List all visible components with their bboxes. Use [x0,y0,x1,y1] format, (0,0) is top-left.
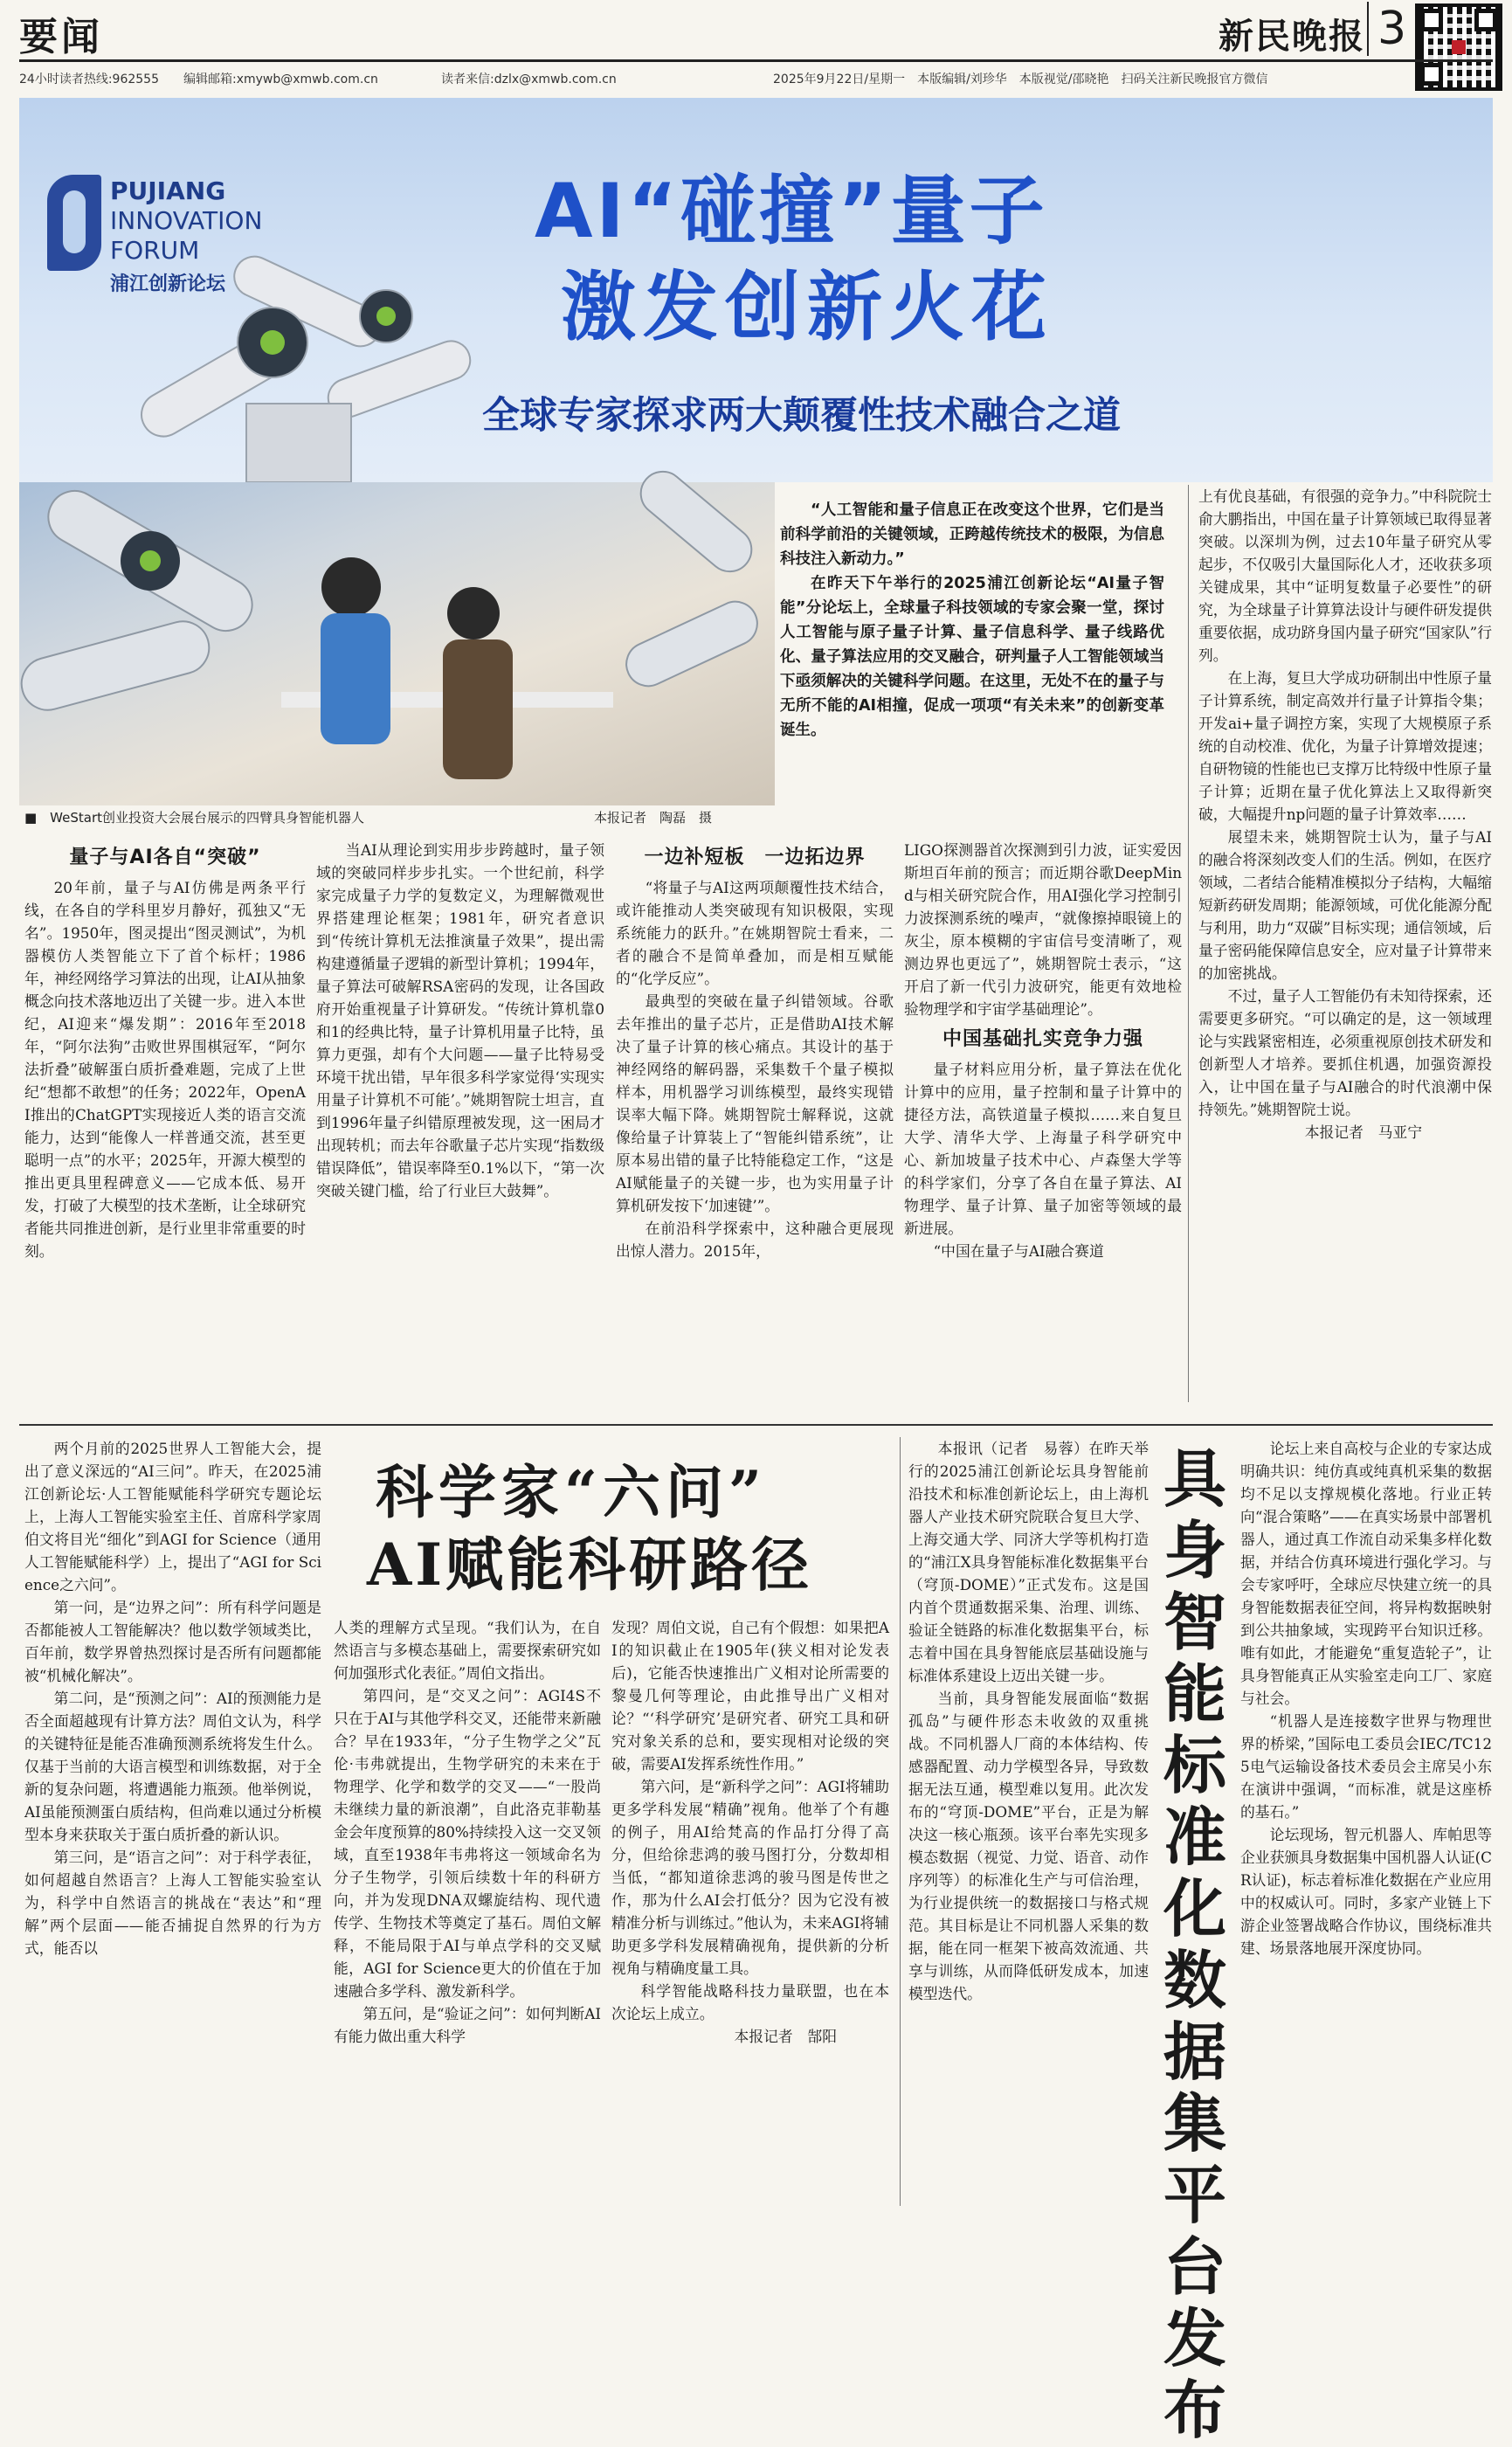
main-headline-line2: 激发创新火花 [561,264,1053,351]
story1-col-a-text: 20年前，量子与AI仿佛是两条平行线，在各自的学科里岁月静好，孤独又“无名”。1950年，图灵提出“图灵测试”，为机器模仿人类智能立下了首个标杆；1986年，神经网络学习算法的出现，让AI从抽象概念向技术落地迈出了关键一步。进入本世纪，AI迎来“爆发期”：2016年至2018年，“阿尔法狗”击败世界围棋冠军，“阿尔法折叠”破解蛋白质折叠难题，完成了上世纪“想都不敢想”的任务；2022年，OpenAI推出的ChatGPT实现接近人类的语言交流能力，达到“能像人一样普通交流，甚至更聪明一点”的水平；2025年，开源大模型的推出更具里程碑意义——它成本低、易开发，打破了大模型的技术垄断，让全球研究者能共同推进创新，是行业里非常重要的时刻。 [24,879,306,1260]
logo-text-innovation: INNOVATION [110,206,263,235]
story2-col3-p1: 发现？周伯文说，自己有个假想：如果把AI的知识截止在1905年(狭义相对论发表后)，它能否快速推出广义相对论所需要的黎曼几何等理论，由此推导出广义相对论？“‘科学研究’是研究者、研究工具和研究对象关系的总和，要实现相对论级的突破，需要AI发挥系统性作用。” [611,1619,889,1773]
main-subheadline: 全球专家探求两大颠覆性技术融合之道 [482,394,1121,438]
photo-caption: ■ WeStart创业投资大会展台展示的四臂具身智能机器人 [24,810,364,826]
story3-col2-p2: “机器人是连接数字世界与物理世界的桥梁，”国际电工委员会IEC/TC125电气运输设备技术委员会主席吴小东在演讲中强调，“而标准，就是这座桥的基石。” [1240,1712,1492,1821]
story1-col-d-p2: 量子材料应用分析，量子算法在优化计算中的应用，量子控制和量子计算中的捷径方法，高铁道量子模拟……来自复旦大学、清华大学、上海量子科学研究中心、新加坡量子技术中心、卢森堡大学等的科学家们，分享了各自在量子算法、AI物理学、量子计算、量子加密等领域的最新进展。 [904,1061,1182,1237]
story1-col-b [316,839,604,1398]
story2-headline-line1: 科学家“六问” [376,1458,767,1526]
photo-credit: 本报记者 陶磊 摄 [594,810,713,826]
logo-text-pujiang: PUJIANG [110,176,226,205]
logo-text-forum: FORUM [110,236,200,265]
feature-banner [19,98,1493,482]
story2-intro: 两个月前的2025世界人工智能大会，提出了意义深远的“AI三问”。昨天，在2025浦江创新论坛·人工智能赋能科学研究专题论坛上，上海人工智能实验室主任、首席科学家周伯文将目光“细化”到AGI for Science（通用人工智能赋能科学）上，提出了“AGI for Science之六问”。 [24,1440,321,1593]
story1-subhead-d: 中国基础扎实竞争力强 [942,1028,1143,1050]
story1-col-c-p2: 最典型的突破在量子纠错领域。谷歌去年推出的量子芯片，正是借助AI技术解决了量子计算的核心痛点。其设计的基于神经网络的解码器，采集数千个量子模拟样本，用机器学习训练模型，最终实现错误率大幅下降。姚期智院士解释说，这就像给量子计算装上了“智能纠错系统”，让原本易出错的量子比特能稳定工作，“这是AI赋能量子的关键一步，也为实用量子计算机研发按下‘加速键’”。 [616,992,894,1214]
story3-col2-p3: 论坛现场，智元机器人、库帕思等企业获颁具身数据集中国机器人认证(CR认证)，标志着标准化数据在产业应用中的权威认可。同时，多家产业链上下游企业签署战略合作协议，围绕标准共建、场景落地展开深度协同。 [1240,1826,1492,1957]
story2-col2-p2: 第四问，是“交叉之问”：AGI4S不只在于AI与其他学科交叉，还能带来新融合？早在1933年，“分子生物学之父”瓦伦·韦弗就提出，生物学研究的未来在于物理学、化学和数学的交叉——“一股尚未继续力量的新浪潮”，自此洛克菲勒基金会年度预算的80%持续投入这一交叉领域，直至1938年韦弗将这一领域命名为分子生物学，引领后续数十年的科研方向，并为发现DNA双螺旋结构、现代遗传学、生物技术等奠定了基石。周伯文解释，不能局限于AI与单点学科的交叉赋能，AGI for Science更大的价值在于加速融合多学科、激发新科学。 [334,1687,601,2000]
story1-subhead-c: 一边补短板 一边拓边界 [644,847,866,868]
story3-col2 [1240,1437,1492,2206]
story2-col3-p2: 第六问，是“新科学之问”：AGI将辅助更多学科发展“精确”视角。他举了个有趣的例子，用AI给梵高的作品打分得了高分，但给徐悲鸿的骏马图打分，分数却相当低，“都知道徐悲鸿的骏马图是传世之作，那为什么AI会打低分？因为它没有被精准分析与训练过。”他认为，未来AGI将辅助更多学科发展精确视角，提供新的分析视角与精确度量工具。 [611,1778,889,1977]
story2-col3 [611,1616,889,2210]
story2-col2-p1: 人类的理解方式呈现。“我们认为，在自然语言与多模态基础上，需要探索研究如何加强形式化表征。”周伯文指出。 [334,1619,601,1682]
news-photo [19,482,775,805]
story1-col-b-text: 当AI从理论到实用步步跨越时，量子领域的突破同样步步扎实。一个世纪前，科学家完成量子力学的复数定义，为理解微观世界搭建理论框架；1981年，研究者意识到“传统计算机无法推演量子效果”，提出需构建遵循量子逻辑的新型计算机；1994年，量子算法可破解RSA密码的发现，让各国政府开始重视量子计算研发。“传统计算机靠0和1的经典比特，量子计算机用量子比特，虽算力更强，却有个大问题——量子比特易受环境干扰出错，早年很多科学家觉得‘实现实用量子计算机不可能’。”姚期智院士坦言，直到1996年量子纠错原理被发现，这一困局才出现转机；而去年谷歌量子芯片实现“指数级错误降低”，错误率降至0.1%以下，“第一次突破关键门槛，给了行业巨大鼓舞”。 [316,841,604,1199]
section-divider [19,1424,1493,1426]
story1-col-d-p1: LIGO探测器首次探测到引力波，证实爱因斯坦百年前的预言；而近期谷歌DeepMind与相关研究院合作，用AI强化学习控制引力波探测系统的噪声，“就像擦掉眼镜上的灰尘，原本模糊的宇宙信号变清晰了，观测边界也更远了”，姚期智院士表示，“这开启了新一代引力波研究，能更有效地检验物理学和宇宙学基础理论”。 [904,841,1182,1018]
story2-byline: 本报记者 郜阳 [734,2028,837,2045]
page-header [0,0,1512,96]
story1-right-column [1198,485,1492,1398]
story1-lead [780,498,1164,830]
story1-intro-quote: “人工智能和量子信息正在改变这个世界，它们是当前科学前沿的关键领域，正跨越传统技术的极限，为信息科技注入新动力。” [780,501,1164,568]
story2-col3-p3: 科学智能战略科技力量联盟，也在本次论坛上成立。 [611,1982,889,2022]
story3-col1 [908,1437,1149,2206]
story1-col-c-p1: “将量子与AI这两项颠覆性技术结合，或许能推动人类突破现有知识极限，实现系统能力的跃升。”在姚期智院士看来，二者的融合不是简单叠加，而是相互赋能的“化学反应”。 [616,879,894,987]
robot-arm-illustration [98,229,508,482]
edit-email-link[interactable]: 编辑邮箱:xmywb@xmwb.com.cn [183,73,378,86]
story2-col1 [24,1437,321,2206]
section-label: 要闻 [19,15,103,59]
story1-right-p1: 上有优良基础，有很强的竞争力。”中科院院士俞大鹏指出，中国在量子计算领域已取得显著突破。以深圳为例，过去10年量子研究从零起步，不仅吸引大量国际化人才，还收获多项关键成果，其中“证明复数量子必要性”的研究，为全球量子计算算法设计与硬件研发提供重要依据，成功跻身国内量子研究“国家队”行列。 [1198,487,1493,664]
logo-text-cn: 浦江创新论坛 [110,273,226,295]
header-divider [19,59,1493,62]
story3-col1-p1: 本报讯（记者 易蓉）在昨天举行的2025浦江创新论坛具身智能前沿技术和标准创新论坛上，由上海机器人产业技术研究院联合复旦大学、上海交通大学、同济大学等机构打造的“浦江X具身智能标准化数据集平台（穹顶-DOME）”正式发布。这是国内首个贯通数据采集、治理、训练、验证全链路的标准化数据集平台，标志着中国在具身智能底层基础设施与标准体系建设上迈出关键一步。 [908,1440,1149,1684]
story2-col2-p3: 第五问，是“验证之问”：如何判断AI有能力做出重大科学 [334,2005,601,2045]
reader-hotline: 24小时读者热线:962555 [19,73,159,86]
story2-headline-line2: AI赋能科研路径 [367,1531,813,1599]
story1-right-p2: 在上海，复旦大学成功研制出中性原子量子计算系统，制定高效并行量子计算指令集；开发ai+量子调控方案，实现了大规模原子系统的自动校准、优化，为量子计算增效提速；自研物镜的性能也已支撑万比特级中性原子量子计算；近期在量子优化算法上又取得新突破，大幅提升np问题的量子计算效率…… [1198,669,1492,823]
story3-col2-p1: 论坛上来自高校与企业的专家达成明确共识：纯仿真或纯真机采集的数据均不足以支撑规模化落地。行业正转向“混合策略”——在真实场景中部署机器人，通过真工作流自动采集多样化数据，并结合仿真环境进行强化学习。与会专家呼吁，全球应尽快建立统一的具身智能数据表征空间，将异构数据映射到公共抽象域，实现跨平台知识迁移。唯有如此，才能避免“重复造轮子”，让具身智能真正从实验室走向工厂、家庭与社会。 [1240,1440,1492,1707]
story1-col-c [616,839,894,1398]
column-rule [900,1437,901,2206]
story1-col-d [904,839,1182,1398]
story2-col2 [334,1616,601,2202]
forum-logo-icon [47,175,101,271]
story1-col-a [24,839,306,1398]
story3-headline: 具身智能标准化数据集平台发布 [1163,1442,1226,2447]
main-headline-line1: AI“碰撞”量子 [535,168,1048,255]
newspaper-logo: 新民晚报 [1219,16,1365,57]
story1-col-c-p3: 在前沿科学探索中，这种融合更展现出惊人潜力。2015年， [616,1220,894,1260]
story1-lead-paragraph: 在昨天下午举行的2025浦江创新论坛“AI量子智能”分论坛上，全球量子科技领域的专家会聚一堂，探讨人工智能与原子量子计算、量子信息科学、量子线路优化、量子算法应用的交叉融合，研判量子人工智能领域当下亟须解决的关键科学问题。在这里，无处不在的量子与无所不能的AI相撞，促成一项项“有关未来”的创新变革诞生。 [780,575,1164,739]
page-number: 3 [1367,2,1406,56]
date-editors: 2025年9月22日/星期一 本版编辑/刘珍华 本版视觉/邵晓艳 扫码关注新民晚报官方微信 [773,73,1268,86]
story1-right-p4: 不过，量子人工智能仍有未知待探索，还需要更多研究。“可以确定的是，这一领域理论与实践紧密相连，必须重视原创技术研发和创新型人才培养。要抓住机遇，加强资源投入，让中国在量子与AI融合的时代浪潮中保持领先。”姚期智院士说。 [1198,987,1492,1118]
story1-byline: 本报记者 马亚宁 [1304,1123,1422,1141]
story1-col-d-p3: “中国在量子与AI融合赛道 [933,1242,1104,1260]
story1-subhead-a: 量子与AI各自“突破” [69,847,261,868]
reader-email-link[interactable]: 读者来信:dzlx@xmwb.com.cn [441,73,617,86]
column-rule [1188,485,1189,1402]
photo-scene-illustration [19,482,775,805]
qr-code-icon[interactable] [1415,3,1502,91]
story2-col1-p1: 第一问，是“边界之问”：所有科学问题是否都能被人工智能解决？他以数学领域类比，百年前，数学界曾热烈探讨是否所有问题都能被“机械化解决”。 [24,1599,321,1684]
story1-right-p3: 展望未来，姚期智院士认为，量子与AI的融合将深刻改变人们的生活。例如，在医疗领域，二者结合能精准模拟分子结构，大幅缩短新药研发周期；能源领域，可优化能源分配与利用，助力“双碳”目标实现；通信领域，后量子密码能保障信息安全，应对量子计算带来的加密挑战。 [1198,828,1493,982]
story2-col1-p2: 第二问，是“预测之问”：AI的预测能力是否全面超越现有计算方法？周伯文认为，科学的关键特征是能否准确预测系统将发生什么。仅基于当前的大语言模型和训练数据，对于全新的复杂问题，将遭遇能力瓶颈。他举例说，AI虽能预测蛋白质结构，但尚难以通过分析模型本身来获取关于蛋白质折叠的新认识。 [24,1690,321,1843]
story3-col1-p2: 当前，具身智能发展面临“数据孤岛”与硬件形态未收敛的双重挑战。不同机器人厂商的本体结构、传感器配置、动力学模型各异，导致数据无法互通，模型难以复用。此次发布的“穹顶-DOME”平台，正是为解决这一核心瓶颈。该平台率先实现多模态数据（视觉、力觉、语音、动作序列等）的标准化生产与可信治理，为行业提供统一的数据接口与格式规范。其目标是让不同机器人采集的数据，能在同一框架下被高效流通、共享与训练，从而降低研发成本，加速模型迭代。 [908,1690,1149,2002]
story2-col1-p3: 第三问，是“语言之问”：对于科学表征，如何超越自然语言？上海人工智能实验室认为，科学中自然语言的挑战在“表达”和“理解”两个层面——能否捕捉自然界的行为方式，能否以 [24,1849,321,1957]
